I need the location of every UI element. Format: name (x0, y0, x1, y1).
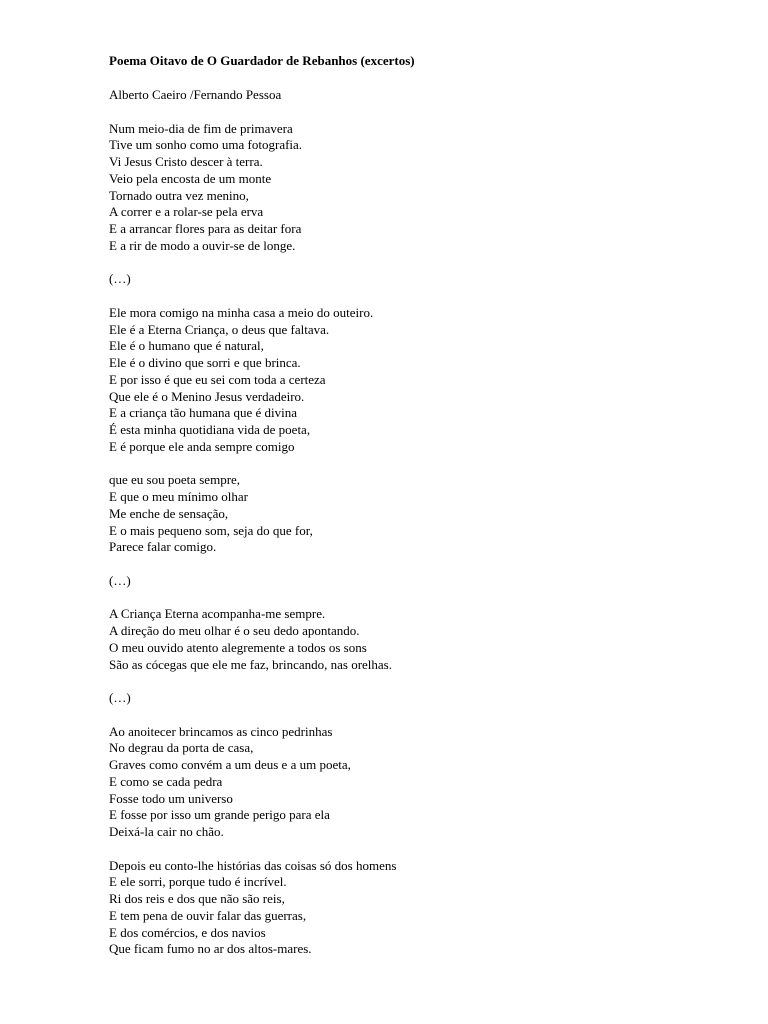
poem-author: Alberto Caeiro /Fernando Pessoa (109, 86, 282, 102)
poem-line: Tive um sonho como uma fotografia. (109, 137, 303, 153)
poem-line: E dos comércios, e dos navios (109, 924, 266, 940)
ellipsis-marker (109, 271, 729, 288)
poem-line: No degrau da porta de casa, (109, 740, 254, 756)
poem-line: O meu ouvido atento alegremente a todos os sons (109, 639, 367, 655)
poem-line: E por isso é que eu sei com toda a certeza (109, 371, 326, 387)
stanza (109, 305, 729, 456)
poem-line: São as cócegas que ele me faz, brincando, nas orelhas. (109, 656, 392, 672)
poem-line: Fosse todo um universo (109, 790, 233, 806)
poem-line: A correr e a rolar-se pela erva (109, 204, 264, 220)
poem-line: E a criança tão humana que é divina (109, 405, 298, 421)
poem-line: Vi Jesus Cristo descer à terra. (109, 154, 263, 169)
spacer (109, 70, 729, 87)
poem-line: que eu sou poeta sempre, (109, 472, 241, 488)
poem-line: A Criança Eterna acompanha-me sempre. (109, 606, 326, 622)
poem-body (109, 121, 729, 959)
poem-line: É esta minha quotidiana vida de poeta, (109, 422, 311, 437)
poem-title: Poema Oitavo de O Guardador de Rebanhos (excertos) (109, 53, 415, 68)
stanza (109, 724, 729, 841)
poem-line: E o mais pequeno som, seja do que for, (109, 522, 313, 538)
spacer (109, 673, 729, 690)
poem-line: (…) (109, 572, 131, 588)
stanza (109, 858, 729, 959)
poem-line: Num meio-dia de fim de primavera (109, 120, 293, 136)
stanza (109, 121, 729, 255)
poem-line: Tornado outra vez menino, (109, 187, 249, 203)
poem-line: E a arrancar flores para as deitar fora (109, 221, 302, 236)
poem-line: Que ele é o Menino Jesus verdadeiro. (109, 388, 305, 404)
spacer (109, 841, 729, 858)
poem-line: E fosse por isso um grande perigo para ela (109, 807, 330, 823)
spacer (109, 255, 729, 272)
poem-line: Ele é o humano que é natural, (109, 338, 264, 354)
poem-line: Parece falar comigo. (109, 539, 217, 555)
poem-line: E como se cada pedra (109, 773, 223, 789)
poem-line: Veio pela encosta de um monte (109, 170, 272, 186)
spacer (109, 456, 729, 473)
poem-line: Deixá-la cair no chão. (109, 824, 224, 839)
ellipsis-marker (109, 573, 729, 590)
spacer (109, 556, 729, 573)
poem-line: E a rir de modo a ouvir-se de longe. (109, 237, 296, 253)
poem-line: Que ficam fumo no ar dos altos-mares. (109, 941, 312, 957)
poem-line: A direção do meu olhar é o seu dedo apontando. (109, 623, 360, 638)
poem-line: Graves como convém a um deus e a um poeta, (109, 757, 351, 772)
spacer (109, 104, 729, 121)
poem-line: Ele é a Eterna Criança, o deus que faltava. (109, 321, 330, 337)
poem-line: E ele sorri, porque tudo é incrível. (109, 874, 287, 890)
poem-line: E que o meu mínimo olhar (109, 489, 249, 504)
poem-line: Me enche de sensação, (109, 505, 229, 521)
poem-line: Ele mora comigo na minha casa a meio do outeiro. (109, 304, 374, 320)
poem-line: (…) (109, 690, 131, 705)
spacer (109, 707, 729, 724)
ellipsis-marker (109, 690, 729, 707)
document-page (109, 53, 729, 958)
spacer (109, 590, 729, 607)
poem-line: Ri dos reis e dos que não são reis, (109, 891, 285, 906)
poem-line: E é porque ele anda sempre comigo (109, 438, 295, 454)
poem-line: Ele é o divino que sorri e que brinca. (109, 355, 301, 370)
poem-line: Depois eu conto-lhe histórias das coisas só dos homens (109, 857, 397, 873)
poem-line: Ao anoitecer brincamos as cinco pedrinhas (109, 723, 333, 739)
poem-line: E tem pena de ouvir falar das guerras, (109, 907, 307, 923)
stanza (109, 606, 729, 673)
spacer (109, 288, 729, 305)
poem-line: (…) (109, 271, 131, 287)
stanza (109, 472, 729, 556)
